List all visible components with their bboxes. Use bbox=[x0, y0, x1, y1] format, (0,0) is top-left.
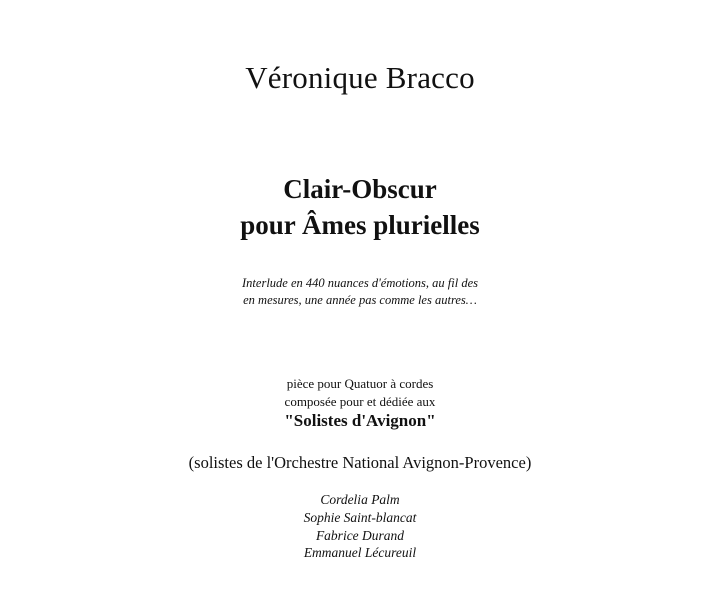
musician-name: Sophie Saint-blancat bbox=[303, 510, 417, 525]
musician-name: Emmanuel Lécureuil bbox=[303, 545, 417, 560]
work-title-line-2: pour Âmes plurielles bbox=[240, 210, 480, 240]
dedication-text: composée pour et dédiée aux bbox=[284, 394, 436, 409]
ensemble-description: (solistes de l'Orchestre National Avignon-Provence) bbox=[188, 453, 532, 472]
musician-name: Fabrice Durand bbox=[315, 528, 405, 543]
work-title-line-1: Clair-Obscur bbox=[283, 174, 437, 204]
subtitle-line-1: Interlude en 440 nuances d'émotions, au fil des bbox=[242, 276, 478, 290]
instrumentation-text: pièce pour Quatuor à cordes bbox=[286, 376, 434, 391]
musician-name: Cordelia Palm bbox=[320, 492, 400, 507]
ensemble-name: "Solistes d'Avignon" bbox=[284, 411, 436, 430]
composer-name: Véronique Bracco bbox=[245, 60, 475, 95]
subtitle-line-2: en mesures, une année pas comme les autres… bbox=[243, 293, 477, 307]
